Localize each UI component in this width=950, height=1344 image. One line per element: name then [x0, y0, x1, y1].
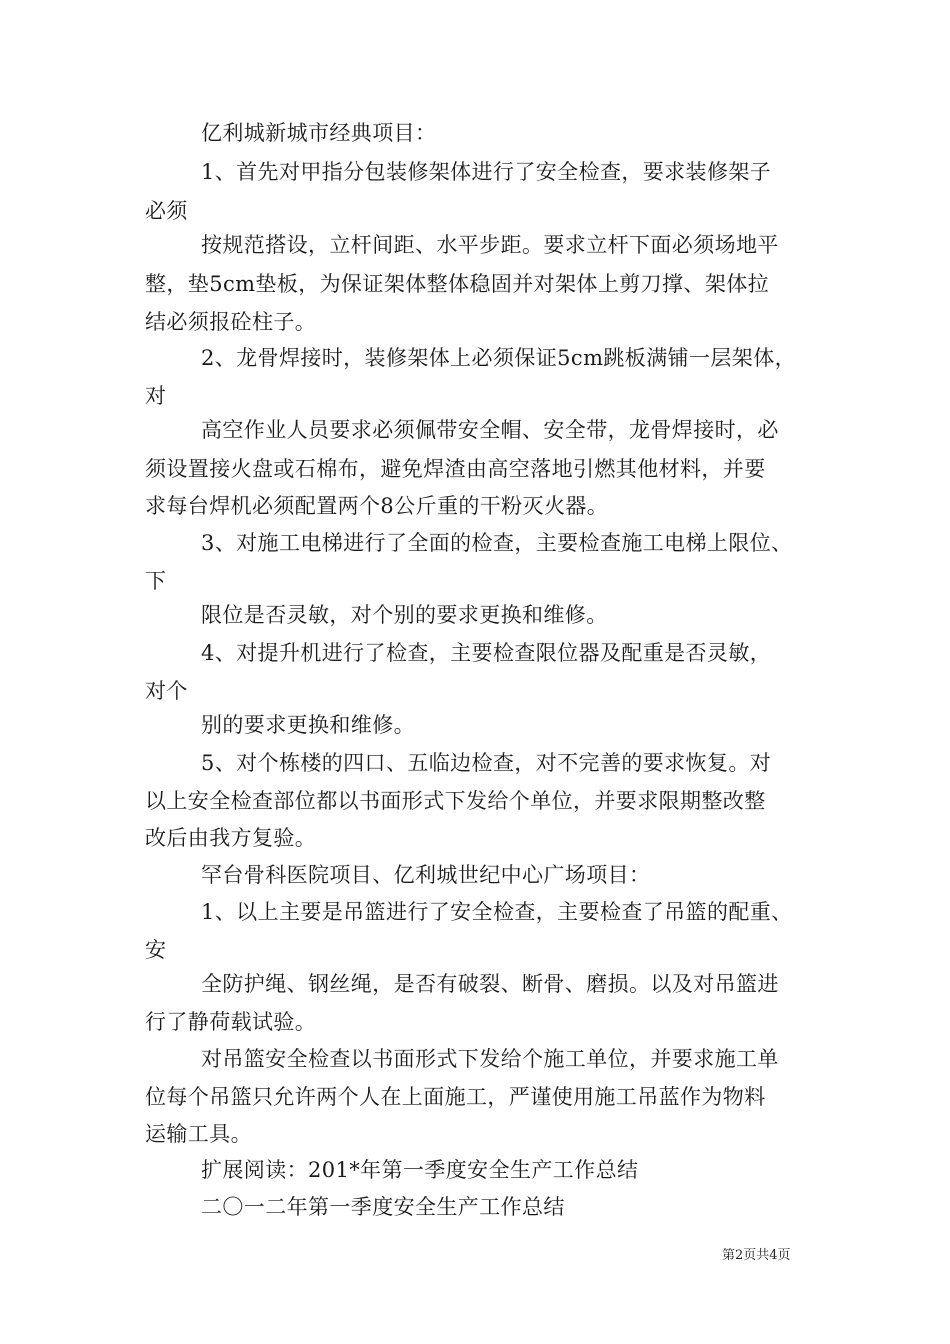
paragraph-line: 按规范搭设，立杆间距、水平步距。要求立杆下面必须场地平	[201, 233, 779, 257]
paragraph-line: 3、对施工电梯进行了全面的检查，主要检查施工电梯上限位、	[201, 531, 793, 555]
page-number-footer: 第2页共4页	[722, 1248, 791, 1263]
paragraph-line: 整，垫5cm垫板，为保证架体整体稳固并对架体上剪刀撑、架体拉	[145, 272, 770, 296]
paragraph-line: 全防护绳、钢丝绳，是否有破裂、断骨、磨损。以及对吊篮进	[201, 972, 779, 996]
section-heading-hantai: 罕台骨科医院项目、亿利城世纪中心广场项目：	[201, 863, 651, 887]
paragraph-line: 4、对提升机进行了检查，主要检查限位器及配重是否灵敏，	[201, 641, 772, 665]
paragraph-line: 1、首先对甲指分包装修架体进行了安全检查，要求装修架子	[201, 160, 772, 184]
paragraph-line: 1、以上主要是吊篮进行了安全检查，主要检查了吊篮的配重、	[201, 900, 793, 924]
paragraph-line: 5、对个栋楼的四口、五临边检查，对不完善的要求恢复。对	[201, 751, 772, 775]
paragraph-line: 对	[145, 384, 167, 408]
paragraph-line: 位每个吊篮只允许两个人在上面施工，严谨使用施工吊蓝作为物料	[145, 1085, 766, 1109]
paragraph-line: 求每台焊机必须配置两个8公斤重的干粉灭火器。	[145, 494, 609, 518]
paragraph-line: 下	[145, 569, 167, 593]
paragraph-line: 高空作业人员要求必须佩带安全帽、安全带，龙骨焊接时，必	[201, 418, 779, 442]
subtitle-line: 二〇一二年第一季度安全生产工作总结	[201, 1195, 565, 1219]
paragraph-line: 行了静荷载试验。	[145, 1010, 317, 1034]
paragraph-line: 结必须报砼柱子。	[145, 310, 317, 334]
paragraph-line: 限位是否灵敏，对个别的要求更换和维修。	[201, 603, 608, 627]
paragraph-line: 须设置接火盘或石棉布，避免焊渣由高空落地引燃其他材料，并要	[145, 457, 766, 481]
paragraph-line: 必须	[145, 199, 188, 223]
paragraph-line: 对个	[145, 679, 188, 703]
paragraph-line: 2、龙骨焊接时，装修架体上必须保证5cm跳板满铺一层架体，	[201, 346, 796, 370]
paragraph-line: 对吊篮安全检查以书面形式下发给个施工单位，并要求施工单	[201, 1047, 779, 1071]
paragraph-line: 安	[145, 938, 167, 962]
extended-reading-line: 扩展阅读：201*年第一季度安全生产工作总结	[201, 1158, 639, 1182]
paragraph-line: 以上安全检查部位都以书面形式下发给个单位，并要求限期整改整	[145, 789, 766, 813]
paragraph-line: 别的要求更换和维修。	[201, 713, 415, 737]
paragraph-line: 改后由我方复验。	[145, 826, 317, 850]
paragraph-line: 运输工具。	[145, 1122, 252, 1146]
section-heading-yilicheng: 亿利城新城市经典项目：	[201, 121, 437, 145]
